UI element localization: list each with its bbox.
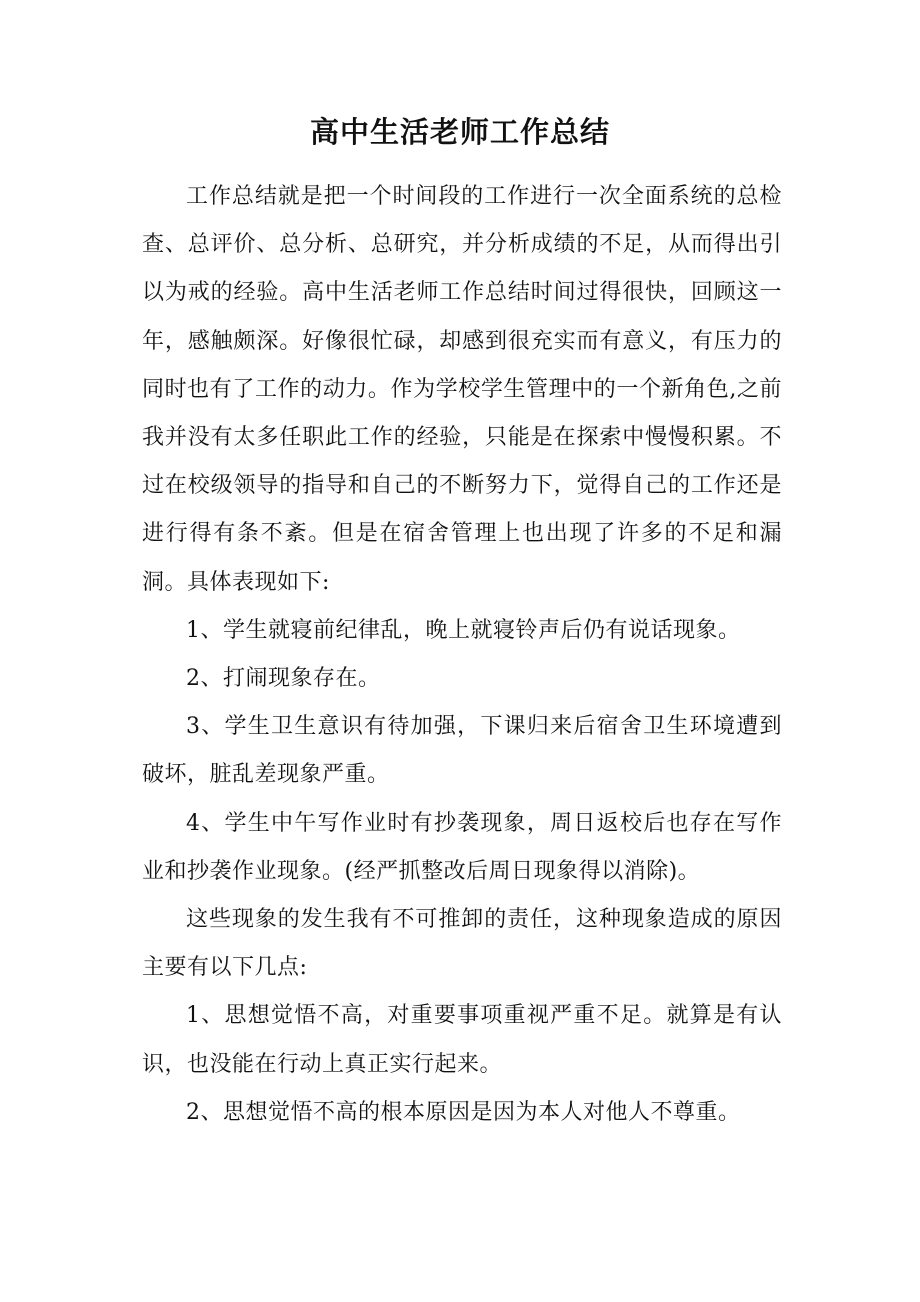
document-body — [142, 173, 782, 1137]
paragraph-cause-1: 1、思想觉悟不高，对重要事项重视严重不足。就算是有认识，也没能在行动上真正实行起来。 — [142, 1003, 782, 1077]
paragraph-cause-2: 2、思想觉悟不高的根本原因是因为本人对他人不尊重。 — [186, 1099, 741, 1125]
paragraph-causes-intro: 这些现象的发生我有不可推卸的责任，这种现象造成的原因主要有以下几点: — [142, 907, 782, 981]
document-title: 高中生活老师工作总结 — [309, 115, 610, 149]
paragraph-problem-4: 4、学生中午写作业时有抄袭现象，周日返校后也存在写作业和抄袭作业现象。(经严抓整改后周日现象得以消除)。 — [142, 810, 782, 884]
paragraph-problem-1: 1、学生就寝前纪律乱，晚上就寝铃声后仍有说话现象。 — [186, 617, 741, 643]
paragraph-problem-2: 2、打闹现象存在。 — [186, 666, 381, 692]
paragraph-intro: 工作总结就是把一个时间段的工作进行一次全面系统的总检查、总评价、总分析、总研究，并分析成绩的不足，从而得出引以为戒的经验。高中生活老师工作总结时间过得很快，回顾这一年，感触颇深。好像很忙碌，却感到很充实而有意义，有压力的同时也有了工作的动力。作为学校学生管理中的一个新角色,之前我并没有太多任职此工作的经验，只能是在探索中慢慢积累。不过在校级领导的指导和自己的不断努力下，觉得自己的工作还是进行得有条不紊。但是在宿舍管理上也出现了许多的不足和漏洞。具体表现如下: — [142, 184, 782, 595]
paragraph-problem-3: 3、学生卫生意识有待加强，下课归来后宿舍卫生环境遭到破坏，脏乱差现象严重。 — [142, 714, 782, 788]
